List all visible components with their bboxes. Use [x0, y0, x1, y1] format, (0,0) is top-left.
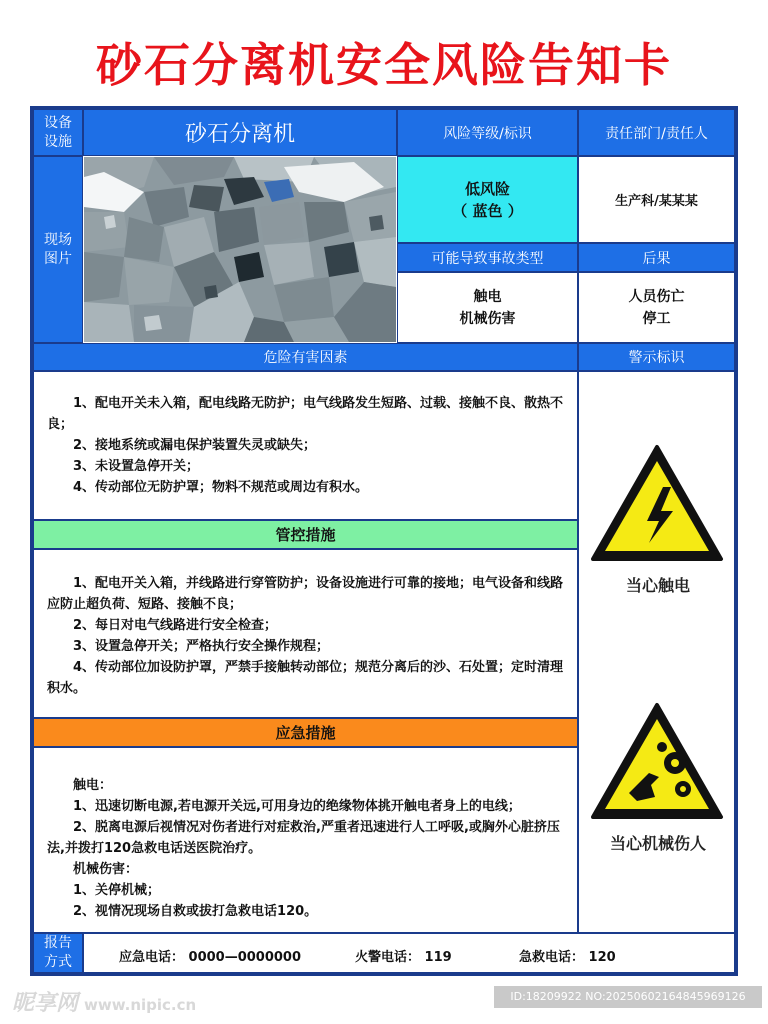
site-photo — [84, 157, 396, 342]
emergency-item: 1、关停机械； — [73, 883, 161, 898]
emergency-label: 应急措施 — [33, 718, 578, 747]
responsibility-label: 责任部门/责任人 — [578, 109, 735, 156]
hazards-text — [47, 393, 565, 498]
hazard-item: 3、未设置急停开关； — [73, 459, 200, 474]
watermark-id: ID:18209922 NO:20250602164845969126 — [494, 986, 762, 1008]
signs-label: 警示标识 — [578, 343, 735, 371]
hazard-item: 1、配电开关未入箱，配电线路无防护；电气线路发生短路、过载、接触不良、散热不良； — [47, 396, 564, 432]
consequences: 人员伤亡 停工 — [578, 272, 735, 343]
report-label: 报告 方式 — [33, 933, 83, 973]
controls-label: 管控措施 — [33, 520, 578, 549]
mechanical-sign-caption: 当心机械伤人 — [609, 834, 706, 853]
equipment-name: 砂石分离机 — [83, 109, 397, 156]
hazard-item: 2、接地系统或漏电保护装置失灵或缺失； — [73, 438, 317, 453]
accident-types: 触电 机械伤害 — [397, 272, 578, 343]
control-item: 4、传动部位加设防护罩，严禁手接触转动部位；规范分离后的沙、石处置；定时清理积水。 — [47, 660, 564, 696]
watermark-site-text: www.nipic.cn — [84, 996, 197, 1014]
risk-level-label: 风险等级/标识 — [397, 109, 578, 156]
controls-text — [47, 573, 565, 699]
consequence-label: 后果 — [578, 243, 735, 272]
control-item: 2、每日对电气线路进行安全检查； — [73, 618, 278, 633]
emergency-item: 2、视情况现场自救或拔打急救电话120。 — [73, 904, 318, 919]
photo-label: 现场 图片 — [33, 156, 83, 343]
control-item: 1、配电开关入箱，并线路进行穿管防护；设备设施进行可靠的接地；电气设备和线路应防止超负荷、短路、接触不良； — [47, 576, 564, 612]
accident-type-label: 可能导致事故类型 — [397, 243, 578, 272]
gravel-photo-image — [84, 157, 396, 342]
ambulance-phone: 急救电话： 120 — [519, 950, 616, 965]
risk-card — [30, 106, 738, 976]
hazard-item: 4、传动部位无防护罩；物料不规范或周边有积水。 — [73, 480, 369, 495]
emergency-mechanical-title: 机械伤害： — [73, 862, 139, 877]
risk-level-value: 低风险 （ 蓝色 ） — [397, 156, 578, 243]
emergency-electric-title: 触电： — [73, 778, 113, 793]
electric-sign-caption: 当心触电 — [625, 576, 690, 595]
control-item: 3、设置急停开关；严格执行安全操作规程； — [73, 639, 330, 654]
emergency-text — [47, 775, 565, 922]
watermark-brand-text: 昵享网 — [12, 991, 79, 1016]
equipment-label: 设备 设施 — [33, 109, 83, 156]
electric-warning-icon — [589, 443, 725, 565]
fire-phone: 火警电话： 119 — [355, 950, 452, 965]
emergency-item: 1、迅速切断电源,若电源开关远,可用身边的绝缘物体挑开触电者身上的电线； — [73, 799, 521, 814]
responsibility-value: 生产科/某某某 — [578, 156, 735, 243]
mechanical-warning-icon — [589, 701, 725, 823]
page-title: 砂石分离机安全风险告知卡 — [96, 38, 672, 92]
hazards-label: 危险有害因素 — [33, 343, 578, 371]
watermark-brand — [12, 986, 196, 1017]
emergency-phone: 应急电话： 0000—0000000 — [119, 950, 302, 965]
emergency-item: 2、脱离电源后视情况对伤者进行对症救治,严重者迅速进行人工呼吸,或胸外心脏挤压法,并拨打120急救电话送医院治疗。 — [47, 820, 560, 856]
